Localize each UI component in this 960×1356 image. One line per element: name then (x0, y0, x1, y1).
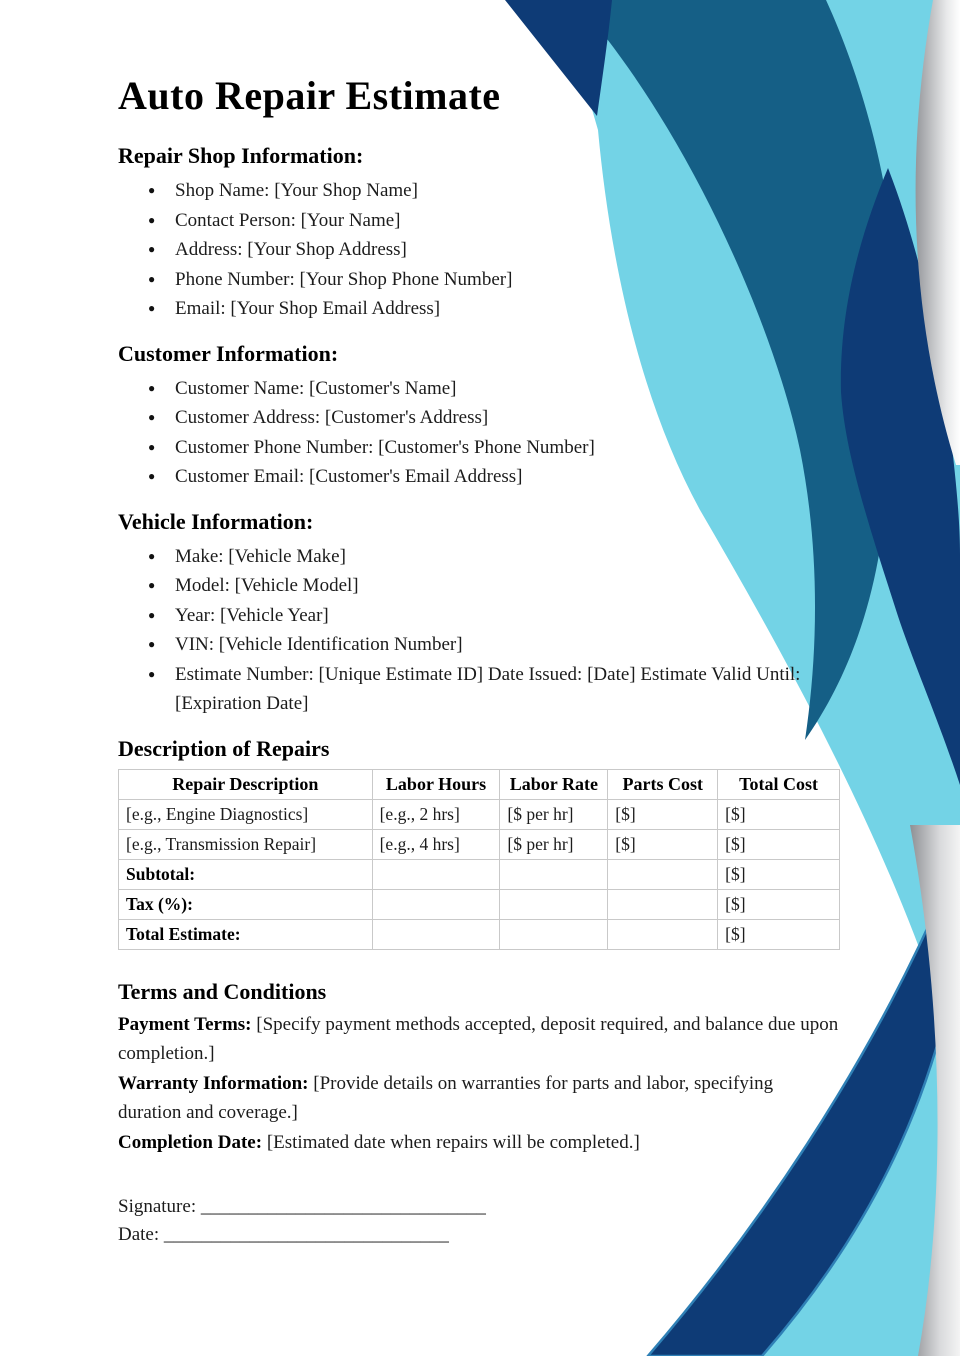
shop-info-list (118, 176, 840, 324)
column-header: Parts Cost (608, 769, 718, 799)
table-cell (372, 859, 500, 889)
vehicle-info-heading: Vehicle Information: (118, 508, 314, 534)
table-cell: [e.g., 2 hrs] (372, 799, 500, 829)
list-item: ● Email: [Your Shop Email Address] (118, 294, 826, 324)
table-cell: [e.g., Engine Diagnostics] (119, 799, 373, 829)
completion-date-label: Completion Date: (118, 1131, 263, 1153)
customer-info-list (118, 374, 840, 492)
page-title: Auto Repair Estimate (118, 73, 501, 118)
table-header-row (119, 769, 840, 799)
column-header: Labor Rate (500, 769, 608, 799)
table-row (119, 829, 840, 859)
customer-info-heading: Customer Information: (118, 340, 339, 366)
payment-terms-label: Payment Terms: (118, 1013, 252, 1035)
terms-heading: Terms and Conditions (118, 978, 327, 1004)
table-cell (608, 859, 718, 889)
table-row (119, 889, 840, 919)
table-cell (500, 889, 608, 919)
list-item: ● Customer Name: [Customer's Name] (118, 374, 826, 404)
list-item: ● Customer Address: [Customer's Address] (118, 403, 826, 433)
shop-info-heading: Repair Shop Information: (118, 143, 364, 168)
table-cell: Total Estimate: (119, 919, 373, 949)
warranty-paragraph (118, 1069, 840, 1128)
signature-line: ______________________________ (200, 1196, 486, 1217)
table-cell: Subtotal: (119, 859, 373, 889)
column-header: Total Cost (718, 769, 840, 799)
warranty-label: Warranty Information: (118, 1072, 309, 1094)
table-cell (372, 889, 500, 919)
list-item: ● VIN: [Vehicle Identification Number] (118, 630, 826, 660)
table-cell (372, 919, 500, 949)
repairs-table (118, 769, 840, 950)
table-row (119, 859, 840, 889)
table-cell: [$ per hr] (500, 799, 608, 829)
list-item: ● Make: [Vehicle Make] (118, 542, 826, 572)
completion-date-paragraph (118, 1128, 840, 1158)
table-cell (608, 919, 718, 949)
table-cell: [e.g., 4 hrs] (372, 829, 500, 859)
table-cell: [$] (608, 799, 718, 829)
list-item: ● Year: [Vehicle Year] (118, 601, 826, 631)
list-item: ● Customer Email: [Customer's Email Address] (118, 462, 826, 492)
table-cell: [$ per hr] (500, 829, 608, 859)
repairs-heading: Description of Repairs (118, 735, 330, 761)
list-item: ● Phone Number: [Your Shop Phone Number] (118, 265, 826, 295)
signature-block (118, 1193, 840, 1249)
warranty-text: [Provide details on warranties for parts and labor, specifying duration and coverage.] (118, 1072, 774, 1123)
table-row (119, 799, 840, 829)
payment-terms-paragraph (118, 1010, 840, 1069)
vehicle-info-list (118, 542, 840, 719)
table-cell: [$] (718, 829, 840, 859)
table-cell (500, 859, 608, 889)
completion-date-text: [Estimated date when repairs will be completed.] (262, 1131, 640, 1153)
column-header: Labor Hours (372, 769, 500, 799)
payment-terms-text: [Specify payment methods accepted, deposit required, and balance due upon completion.] (118, 1013, 839, 1064)
table-row (119, 919, 840, 949)
table-cell (500, 919, 608, 949)
date-row (118, 1221, 840, 1249)
table-cell: Tax (%): (119, 889, 373, 919)
list-item: ● Model: [Vehicle Model] (118, 571, 826, 601)
table-cell: [$] (718, 799, 840, 829)
table-cell: [$] (718, 919, 840, 949)
table-cell: [$] (608, 829, 718, 859)
column-header: Repair Description (119, 769, 373, 799)
date-label: Date: (118, 1224, 164, 1245)
table-cell: [$] (718, 859, 840, 889)
signature-label: Signature: (118, 1196, 201, 1217)
list-item: ● Customer Phone Number: [Customer's Phone Number] (118, 433, 826, 463)
list-item: ● Shop Name: [Your Shop Name] (118, 176, 826, 206)
table-cell (608, 889, 718, 919)
list-item: ● Estimate Number: [Unique Estimate ID] Date Issued: [Date] Estimate Valid Until: [Expiration Date] (118, 660, 826, 719)
signature-row (118, 1193, 840, 1221)
list-item: ● Contact Person: [Your Name] (118, 206, 826, 236)
table-cell: [e.g., Transmission Repair] (119, 829, 373, 859)
date-line: ______________________________ (163, 1224, 449, 1245)
document-content (118, 74, 840, 1249)
list-item: ● Address: [Your Shop Address] (118, 235, 826, 265)
table-cell: [$] (718, 889, 840, 919)
